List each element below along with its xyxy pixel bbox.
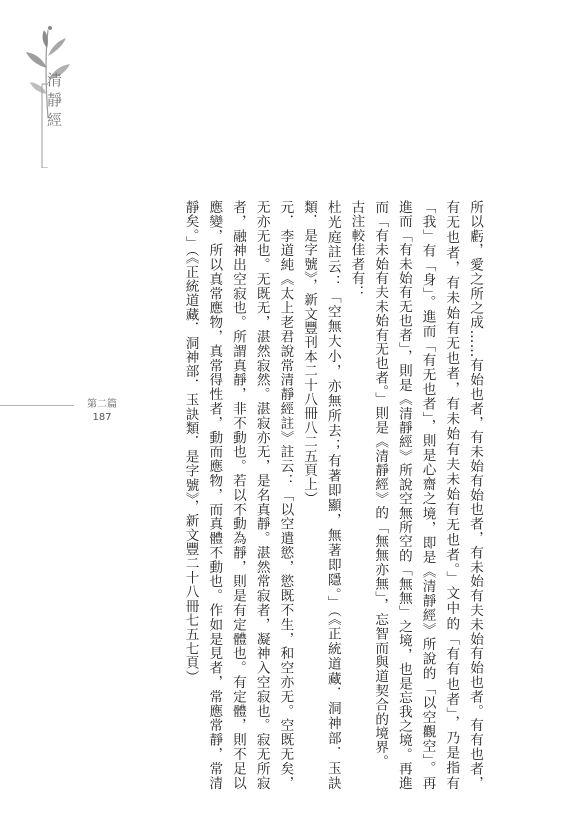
paragraph-zhuangzi-quote: 所以虧，愛之所之成……有始也者，有未始有始也者，有未始有夫未始有始也者。有有也者，有无也者，有未始有无也者，有未始有夫未始有无也者。」文中的「有有也者」，乃是指有「我」有「身」。進而「有无也者」，則是心齋之境，即是《清靜經》所說的「以空觀空」。再進而「有未始有无也者」，則是《清靜經》所說空無所空的「無無」之境，也是忘我之境。再進而「有未始有夫未始有无也者。」則是《清靜經》的「無無亦無」，忘智而與道契合的境界。 (372, 200, 483, 790)
paragraph-du-guangting: 杜光庭註云：「空無大小，亦無所去；有著即顯，無著即隱。」（《正統道藏．洞神部．玉訣類．是字號》，新文豐刊本二十八冊八二五頁上） (301, 200, 341, 790)
paragraph-commentaries-intro: 古注較佳者有： (348, 200, 365, 300)
page-number: 187 (92, 412, 112, 423)
paragraph-li-daochun: 元．李道純《太上老君說常清靜經註》註云：「以空遣慾，慾既不生，和空亦无。空既无矣，无亦无也。无既无，湛然寂然。湛寂亦无，是名真靜。湛然常寂者，凝神入空寂也。寂无所寂者，融神出空寂也。所謂真靜，非不動也。若以不動為靜，則是有定體也。有定體，則不足以應變，所以真常應物，真常得性者，動而應物，而真體不動也。作如是見者，常應常靜，常清靜矣。」（《正統道藏．洞神部．玉訣類．是字號》，新文豐二十八冊七五七頁） (182, 200, 294, 790)
book-title: 清靜經 (45, 72, 63, 132)
margin-rule (0, 405, 74, 406)
body-text (106, 200, 486, 790)
chapter-label: 第二篇 (87, 399, 117, 410)
